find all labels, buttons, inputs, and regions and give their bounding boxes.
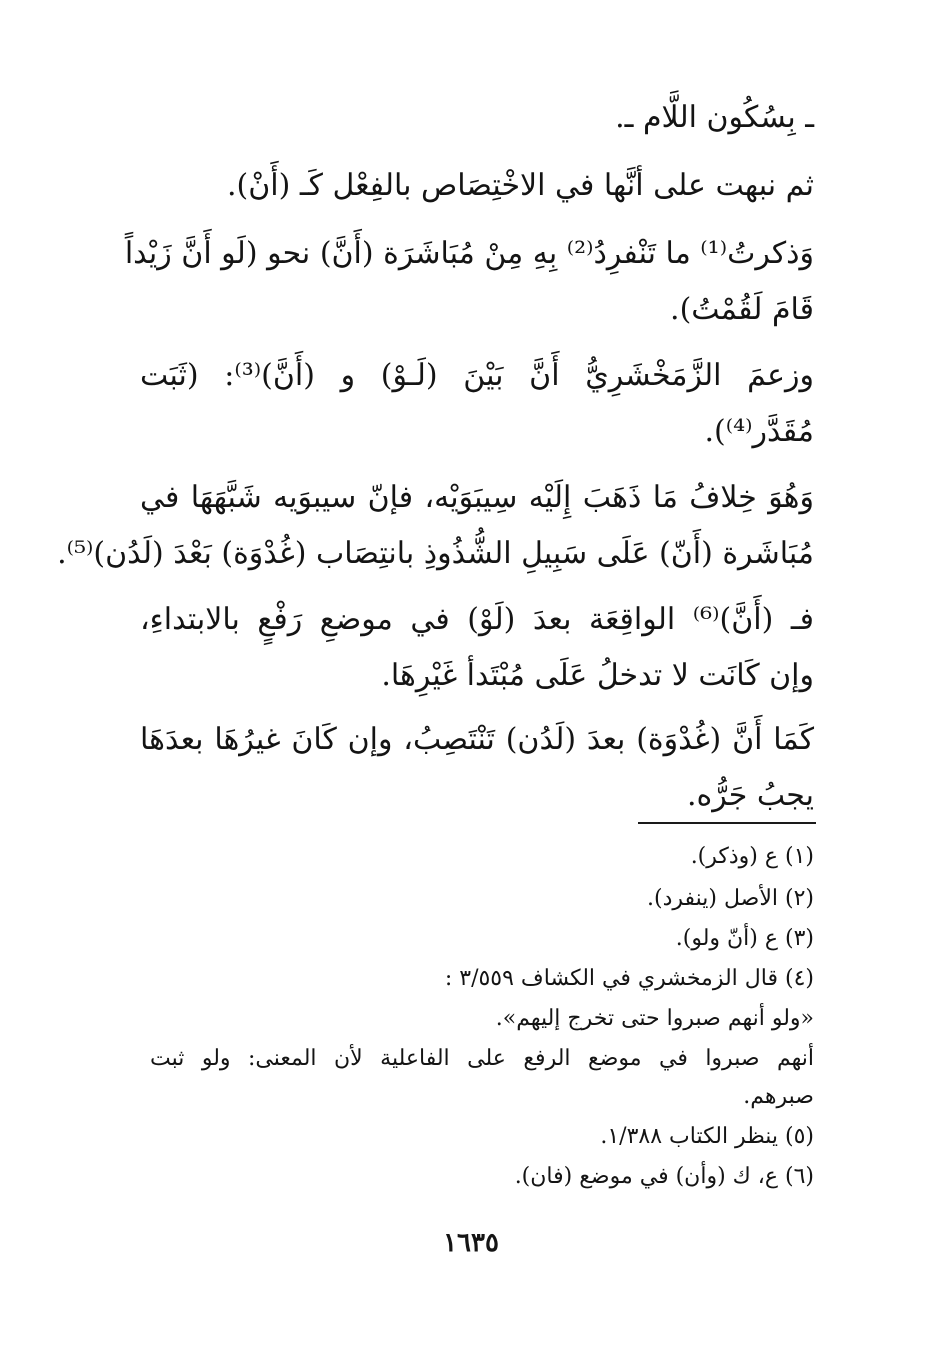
body-line-6: مُقَدَّر⁽⁴⁾).: [704, 414, 814, 449]
footnote-4-quote: «ولو أنهم صبروا حتى تخرج إليهم».: [495, 1006, 814, 1031]
body-line-9: فـ (أَنَّ)⁽⁶⁾ الواقِعَة بعدَ (لَوْ) في موضعِ رَفْعٍ بالابتداءِ،: [140, 602, 815, 637]
footnote-6: (٦) ع، ك (وأن) في موضع (فان).: [514, 1164, 814, 1189]
body-line-10: وإن كَانَت لا تدخلُ عَلَى مُبْتَدأ غَيْرِهَا.: [381, 658, 814, 693]
footnote-4-explanation: أنهم صبروا في موضع الرفع على الفاعلية لأن المعنى: ولو ثبت: [150, 1046, 814, 1071]
body-line-5: وزعمَ الزَّمَخْشَرِيُّ أَنَّ بَيْنَ (لَـوْ) و (أَنَّ)⁽³⁾: (ثَبَت: [140, 358, 815, 393]
footnote-1: (١) ع (وذكر).: [690, 844, 814, 869]
body-line-3: وَذكرتُ⁽¹⁾ ما تَنْفرِدُ⁽²⁾ بِهِ مِنْ مُبَاشَرَة (أَنَّ) نحو (لَو أَنَّ زَيْداً: [124, 236, 814, 271]
footnote-5: (٥) ينظر الكتاب ١/٣٨٨.: [600, 1124, 814, 1149]
footnote-4-continuation: صبرهم.: [743, 1084, 814, 1109]
body-line-7: وَهُوَ خِلافُ مَا ذَهَبَ إِلَيْه سِيبَوَيْه، فإنّ سيبوَيه شَبَّهَهَا في: [140, 480, 814, 515]
body-line-1: ـ بِسُكُون اللَّام ـ.: [615, 100, 814, 135]
body-line-11: كَمَا أَنَّ (غُدْوَة) بعدَ (لَدُن) تَنْتَصِبُ، وإن كَانَ غيرُهَا بعدَهَا: [140, 722, 814, 757]
footnote-4: (٤) قال الزمخشري في الكشاف ٣/٥٥٩ :: [444, 966, 814, 991]
footnote-2: (٢) الأصل (ينفرد).: [647, 886, 814, 911]
footnote-3: (٣) ع (أنّ ولو).: [675, 926, 814, 951]
body-line-2: ثم نبهت على أنَّها في الاخْتِصَاص بالفِعْل كَـ (أَنْ).: [227, 168, 814, 203]
body-line-12: يجبُ جَرُّه.: [686, 778, 814, 813]
body-line-8: مُبَاشَرة (أَنّ) عَلَى سَبِيلِ الشُّذُوذِ بانتِصَاب (غُدْوَة) بَعْدَ (لَدُن)⁽⁵⁾.: [57, 536, 814, 571]
page-number: ١٦٣٥: [443, 1228, 499, 1258]
body-line-4: قَامَ لَقُمْتُ).: [670, 292, 814, 327]
footnote-divider: [638, 822, 816, 824]
